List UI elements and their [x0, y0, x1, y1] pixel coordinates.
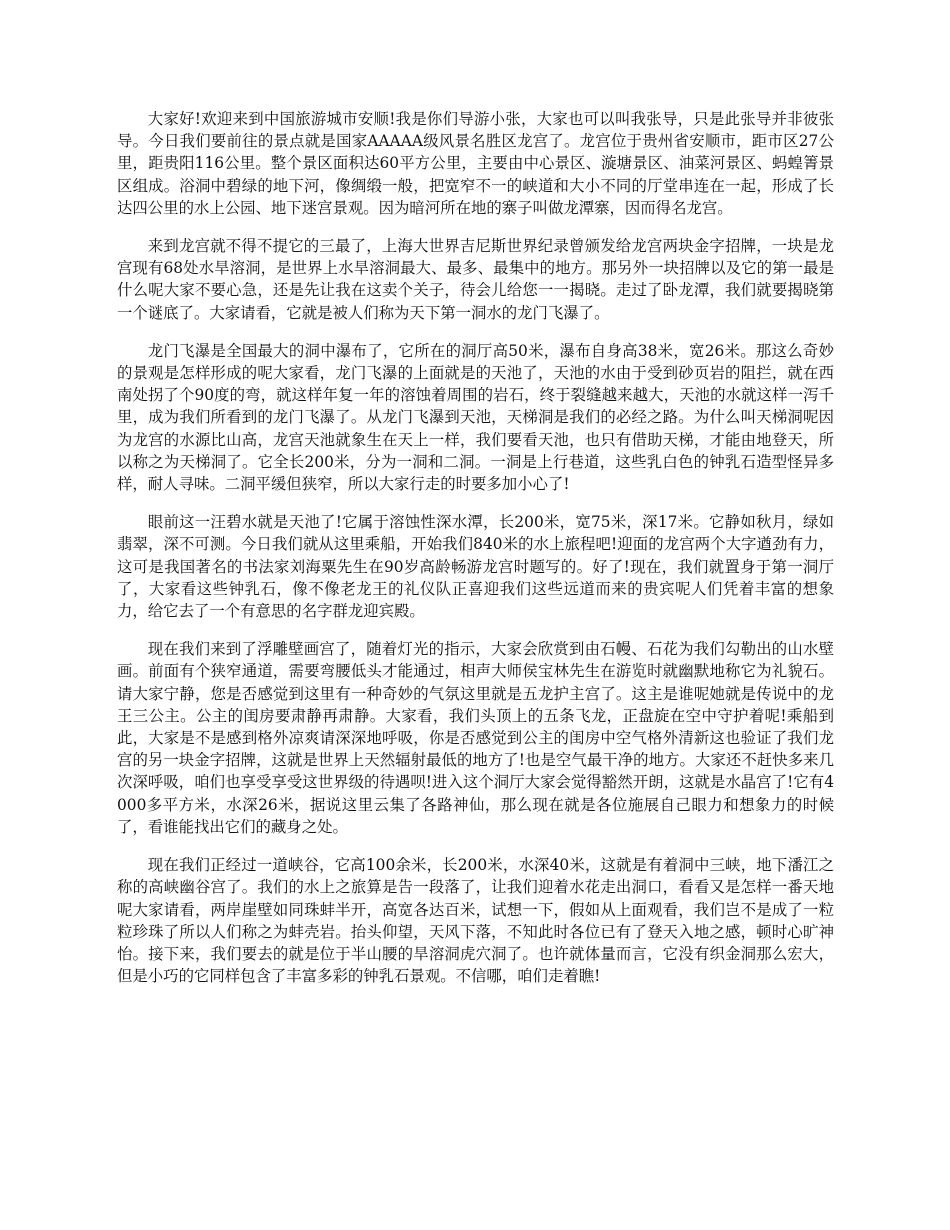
- paragraph-tianchi: 眼前这一汪碧水就是天池了!它属于溶蚀性深水潭，长200米，宽75米，深17米。它静如秋月，绿如翡翠，深不可测。今日我们就从这里乘船，开始我们840米的水上旅程吧!迎面的龙宫两个大字遒劲有力，这可是我国著名的书法家刘海粟先生在90岁高龄畅游龙宫时题写的。好了!现在，我们就置身于第一洞厅了，大家看这些钟乳石，像不像老龙王的礼仪队正喜迎我们这些远道而来的贵宾呢人们凭着丰富的想象力，给它去了一个有意思的名字群龙迎宾殿。: [117, 513, 834, 621]
- paragraph-gorge-palace: 现在我们正经过一道峡谷，它高100余米，长200米，水深40米，这就是有着洞中三峡，地下潘江之称的高峡幽谷宫了。我们的水上之旅算是告一段落了，让我们迎着水花走出洞口，看看又是怎样一番天地呢大家请看，两岸崖壁如同珠蚌半开，高宽各达百米，试想一下，假如从上面观看，我们岂不是成了一粒粒珍珠了所以人们称之为蚌壳岩。抬头仰望，天风下落，不知此时各位已有了登天入地之感，顿时心旷神怡。接下来，我们要去的就是位于半山腰的旱溶洞虎穴洞了。也许就体量而言，它没有织金洞那么宏大，但是小巧的它同样包含了丰富多彩的钟乳石景观。不信哪，咱们走着瞧!: [117, 856, 834, 986]
- document-body: [117, 108, 834, 1003]
- paragraph-longmen-waterfall: 龙门飞瀑是全国最大的洞中瀑布了，它所在的洞厅高50米，瀑布自身高38米，宽26米。那这么奇妙的景观是怎样形成的呢大家看，龙门飞瀑的上面就是的天池了，天池的水由于受到砂页岩的阻拦，就在西南处拐了个90度的弯，就这样年复一年的溶蚀着周围的岩石，终于裂缝越来越大，天池的水就这样一泻千里，成为我们所看到的龙门飞瀑了。从龙门飞瀑到天池，天梯洞是我们的必经之路。为什么叫天梯洞呢因为龙宫的水源比山高，龙宫天池就象生在天上一样，我们要看天池，也只有借助天梯，才能由地登天，所以称之为天梯洞了。它全长200米，分为一洞和二洞。一洞是上行巷道，这些乳白色的钟乳石造型怪异多样，耐人寻味。二洞平缓但狭窄，所以大家行走的时要多加小心了!: [117, 341, 834, 494]
- paragraph-intro: 大家好!欢迎来到中国旅游城市安顺!我是你们导游小张，大家也可以叫我张导，只是此张导并非彼张导。今日我们要前往的景点就是国家AAAAA级风景名胜区龙宫了。龙宫位于贵州省安顺市，距市区27公里，距贵阳116公里。整个景区面积达60平方公里，主要由中心景区、漩塘景区、油菜河景区、蚂蝗箐景区组成。浴洞中碧绿的地下河，像绸缎一般，把宽窄不一的峡道和大小不同的厅堂串连在一起，形成了长达四公里的水上公园、地下迷宫景观。因为暗河所在地的寨子叫做龙潭寨，因而得名龙宫。: [117, 110, 834, 217]
- paragraph-relief-mural-palace: 现在我们来到了浮雕壁画宫了，随着灯光的指示，大家会欣赏到由石幔、石花为我们勾勒出的山水壁画。前面有个狭窄通道，需要弯腰低头才能通过，相声大师侯宝林先生在游览时就幽默地称它为礼貌石。请大家宁静，您是否感觉到这里有一种奇妙的气氛这里就是五龙护主宫了。这主是谁呢她就是传说中的龙王三公主。公主的闺房要肃静再肃静。大家看，我们头顶上的五条飞龙，正盘旋在空中守护着呢!乘船到此，大家是不是感到格外凉爽请深深地呼吸，你是否感觉到公主的闺房中空气格外清新这也验证了我们龙宫的另一块金字招牌，这就是世界上天然辐射最低的地方了!也是空气最干净的地方。大家还不赶快多来几次深呼吸，咱们也享受享受这世界级的待遇呗!进入这个洞厅大家会觉得豁然开朗，这就是水晶宫了!它有4000多平方米，水深26米，据说这里云集了各路神仙，那么现在就是各位施展自己眼力和想象力的时候了，看谁能找出它们的藏身之处。: [117, 640, 834, 836]
- paragraph-three-records: 来到龙宫就不得不提它的三最了，上海大世界吉尼斯世界纪录曾颁发给龙宫两块金字招牌，一块是龙宫现有68处水旱溶洞，是世界上水旱溶洞最大、最多、最集中的地方。那另外一块招牌以及它的第一最是什么呢大家不要心急，还是先让我在这卖个关子，待会儿给您一一揭晓。走过了卧龙潭，我们就要揭晓第一个谜底了。大家请看，它就是被人们称为天下第一洞水的龙门飞瀑了。: [117, 237, 834, 322]
